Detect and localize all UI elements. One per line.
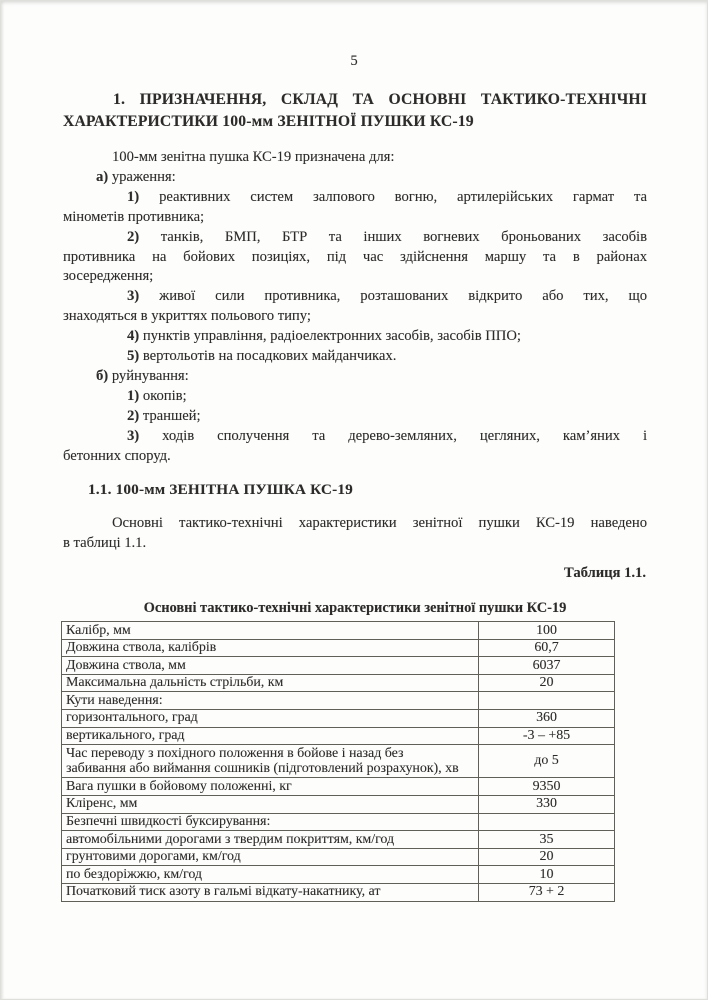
table-row <box>62 674 615 692</box>
table-intro-paragraph <box>63 514 647 554</box>
body-line: 1) окопів; <box>127 387 187 404</box>
table-row <box>62 813 615 831</box>
list-marker: 1) <box>127 188 140 205</box>
body-line: зосередження; <box>63 268 154 285</box>
list-marker: 1) <box>127 387 140 404</box>
spec-table <box>61 621 615 902</box>
body-line: 3) ходів сполучення та дерево-земляних, цегляних, кам’яних і <box>127 427 647 444</box>
spec-value-cell: 6037 <box>479 657 615 675</box>
spec-label-cell: по бездоріжжю, км/год <box>62 866 479 884</box>
list-marker: 2) <box>127 228 140 245</box>
table-title: Основні тактико-технічні характеристики зенітної пушки КС-19 <box>143 600 567 616</box>
spec-label-cell: Початковий тиск азоту в гальмі відкату-накатнику, ат <box>62 883 479 901</box>
spec-value-cell <box>479 692 615 710</box>
body-line: а) ураження: <box>96 168 176 185</box>
body-line: б) руйнування: <box>96 367 189 384</box>
body-line: 2) танків, БМП, БТР та інших вогневих броньованих засобів <box>127 228 647 245</box>
table-row <box>62 709 615 727</box>
body-line: бетонних споруд. <box>63 447 171 464</box>
spec-value-cell: 20 <box>479 674 615 692</box>
list-marker: б) <box>96 367 109 384</box>
table-row <box>62 883 615 901</box>
intro-line: в таблиці 1.1. <box>63 534 147 551</box>
body-line: противника на бойових позиціях, під час здійснення маршу та в районах <box>63 248 647 265</box>
spec-label-cell: Довжина ствола, калібрів <box>62 639 479 657</box>
body-line: 4) пунктів управління, радіоелектронних засобів, засобів ППО; <box>127 328 521 345</box>
chapter-heading <box>63 89 647 132</box>
table-row <box>62 848 615 866</box>
table-row <box>62 831 615 849</box>
body-line: 1) реактивних систем залпового вогню, артилерійських гармат та <box>127 188 647 205</box>
spec-label-cell: Довжина ствола, мм <box>62 657 479 675</box>
spec-label-cell: Кліренс, мм <box>62 795 479 813</box>
list-marker: 4) <box>127 328 140 345</box>
spec-value-cell: 10 <box>479 866 615 884</box>
body-line: 100-мм зенітна пушка КС-19 призначена для: <box>112 149 395 165</box>
spec-value-cell: 9350 <box>479 778 615 796</box>
spec-value-cell: 60,7 <box>479 639 615 657</box>
body-line: знаходяться в укриттях польового типу; <box>63 308 311 325</box>
body-line: 2) траншей; <box>127 407 201 424</box>
spec-label-line: Час переводу з похідного положення в бойове і назад без <box>66 745 404 761</box>
spec-label-cell: вертикального, град <box>62 727 479 745</box>
list-marker: 3) <box>127 427 140 444</box>
chapter-heading-line-1: 1. ПРИЗНАЧЕННЯ, СКЛАД ТА ОСНОВНІ ТАКТИКО-ТЕХНІЧНІ <box>113 91 647 108</box>
table-row <box>62 639 615 657</box>
spec-value-cell: -3 – +85 <box>479 727 615 745</box>
table-row <box>62 745 615 778</box>
spec-label-cell: Кути наведення: <box>62 692 479 710</box>
purpose-list <box>63 148 647 467</box>
spec-label-cell: грунтовими дорогами, км/год <box>62 848 479 866</box>
table-row <box>62 727 615 745</box>
body-line: 3) живої сили противника, розташованих відкрито або тих, що <box>127 288 647 305</box>
table-row <box>62 795 615 813</box>
spec-value-cell: 100 <box>479 622 615 640</box>
spec-value-cell <box>479 813 615 831</box>
spec-label-cell: Вага пушки в бойовому положенні, кг <box>62 778 479 796</box>
table-row <box>62 622 615 640</box>
chapter-heading-line-2: ХАРАКТЕРИСТИКИ 100-мм ЗЕНІТНОЇ ПУШКИ КС-19 <box>63 112 474 130</box>
body-line: 5) вертольотів на посадкових майданчиках. <box>127 348 397 365</box>
spec-label-cell: Максимальна дальність стрільби, км <box>62 674 479 692</box>
spec-value-cell: 73 + 2 <box>479 883 615 901</box>
spec-value-cell: 35 <box>479 831 615 849</box>
section-heading: 1.1. 100-мм ЗЕНІТНА ПУШКА КС-19 <box>88 481 353 498</box>
spec-value-cell: 330 <box>479 795 615 813</box>
spec-value-cell: до 5 <box>479 745 615 778</box>
spec-value-cell: 20 <box>479 848 615 866</box>
spec-label-cell: горизонтального, град <box>62 709 479 727</box>
body-line: мінометів противника; <box>63 208 205 225</box>
spec-label-line: забивання або виймання сошників (підготовлений розрахунок), хв <box>66 761 459 777</box>
intro-line: Основні тактико-технічні характеристики зенітної пушки КС-19 наведено <box>112 515 647 531</box>
list-marker: 2) <box>127 407 140 424</box>
table-row <box>62 866 615 884</box>
table-row <box>62 657 615 675</box>
spec-label-cell <box>62 745 479 778</box>
spec-label-cell: автомобільними дорогами з твердим покриттям, км/год <box>62 831 479 849</box>
list-marker: а) <box>96 168 109 185</box>
list-marker: 3) <box>127 288 140 305</box>
list-marker: 5) <box>127 348 140 365</box>
spec-label-cell: Калібр, мм <box>62 622 479 640</box>
table-row <box>62 778 615 796</box>
table-row <box>62 692 615 710</box>
page-number: 5 <box>350 53 358 69</box>
table-caption: Таблиця 1.1. <box>563 565 646 581</box>
spec-label-cell: Безпечні швидкості буксирування: <box>62 813 479 831</box>
spec-value-cell: 360 <box>479 709 615 727</box>
